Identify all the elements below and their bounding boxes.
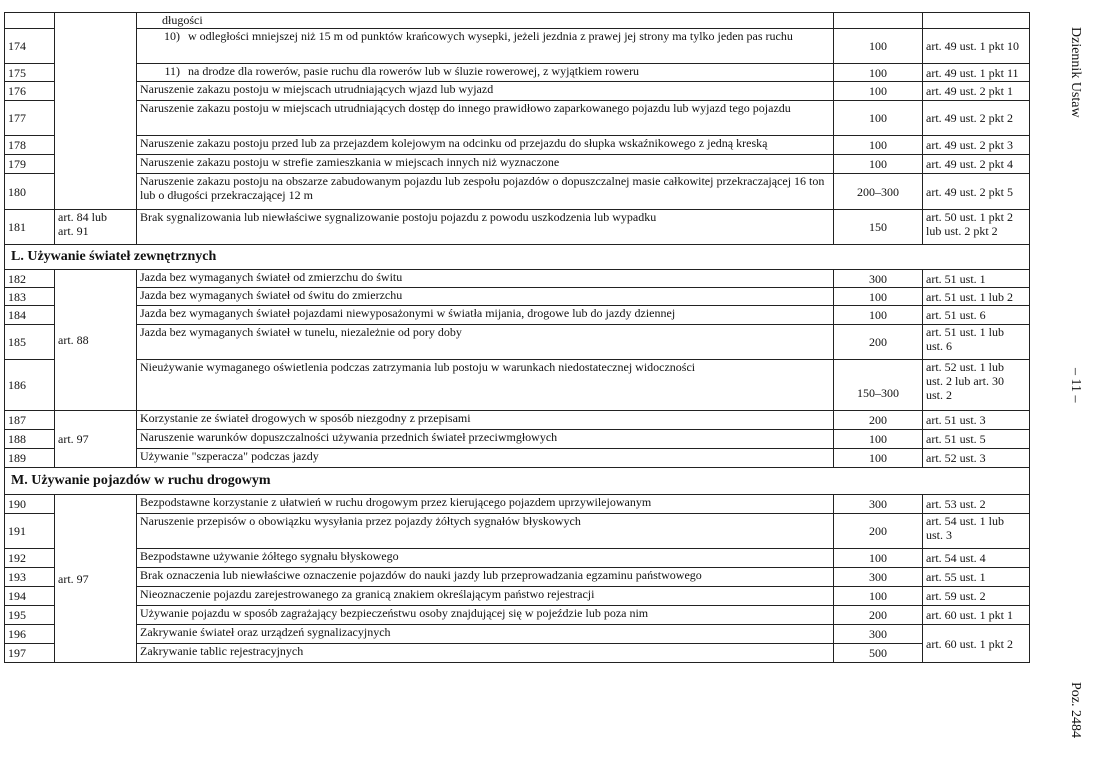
fines-table: [4, 12, 1030, 663]
description-cell: Naruszenie zakazu postoju w miejscach utrudniających dostęp do innego prawidłowo zaparkowanego pojazdu lub wyjazd tego pojazdu: [137, 101, 834, 136]
description-cell: Jazda bez wymaganych świateł od zmierzchu do świtu: [137, 270, 834, 288]
lp-cell: 185: [5, 325, 55, 360]
amount-cell: 100: [834, 101, 923, 136]
lp-cell: 181: [5, 210, 55, 245]
amount-cell: 200: [834, 411, 923, 430]
reference-line: art. 50 ust. 1 pkt 2: [926, 210, 1013, 224]
amount-cell: 100: [834, 306, 923, 325]
amount-cell: 500: [834, 644, 923, 663]
reference-line: art. 52 ust. 1 lub: [926, 360, 1004, 374]
table-row: [5, 29, 1030, 64]
reference-line: lub ust. 2 pkt 2: [926, 224, 998, 238]
table-row: [5, 549, 1030, 568]
lp-cell: 183: [5, 288, 55, 306]
amount-cell: 200–300: [834, 174, 923, 210]
section-row: [5, 245, 1030, 270]
continuation-text: długości: [162, 13, 203, 27]
description-cell: [137, 13, 834, 29]
reference-cell: art. 49 ust. 1 pkt 11: [923, 64, 1030, 82]
table-row: [5, 360, 1030, 411]
description-cell: Zakrywanie świateł oraz urządzeń sygnalizacyjnych: [137, 625, 834, 644]
description-cell: Nieużywanie wymaganego oświetlenia podczas zatrzymania lub postoju w warunkach niedostatecznej widoczności: [137, 360, 834, 411]
page-number: [1060, 330, 1090, 440]
table-row: [5, 449, 1030, 468]
journal-title: [1060, 12, 1090, 132]
table-row: [5, 430, 1030, 449]
table-row: [5, 270, 1030, 288]
lp-cell: 188: [5, 430, 55, 449]
reference-cell: art. 49 ust. 2 pkt 2: [923, 101, 1030, 136]
lp-cell: 191: [5, 514, 55, 549]
table-row: [5, 136, 1030, 155]
description-cell: Nieoznaczenie pojazdu zarejestrowanego za granicą znakiem określającym państwo rejestracji: [137, 587, 834, 606]
reference-line: art. 51 ust. 1 lub: [926, 325, 1004, 339]
table-row: [5, 411, 1030, 430]
lp-cell: 196: [5, 625, 55, 644]
reference-cell: art. 52 ust. 3: [923, 449, 1030, 468]
legal-basis-cell: art. 88: [55, 270, 137, 411]
amount-cell: 300: [834, 270, 923, 288]
reference-cell: [923, 325, 1030, 360]
lp-cell: 184: [5, 306, 55, 325]
amount-cell: 200: [834, 325, 923, 360]
description-cell: Jazda bez wymaganych świateł pojazdami niewyposażonymi w światła mijania, drogowe lub do jazdy dziennej: [137, 306, 834, 325]
reference-cell: art. 49 ust. 2 pkt 5: [923, 174, 1030, 210]
table-row: [5, 155, 1030, 174]
journal-title-text: Dziennik Ustaw: [1068, 26, 1083, 118]
legal-basis-cell: [55, 13, 137, 210]
amount-cell: 100: [834, 587, 923, 606]
sub-item-marker: 11): [164, 64, 180, 78]
table-row: [5, 306, 1030, 325]
reference-cell: art. 51 ust. 3: [923, 411, 1030, 430]
description-cell: [137, 64, 834, 82]
reference-cell: art. 55 ust. 1: [923, 568, 1030, 587]
lp-cell: 180: [5, 174, 55, 210]
reference-cell: art. 60 ust. 1 pkt 2: [923, 625, 1030, 663]
position-number: [1060, 660, 1090, 760]
legal-basis-cell: [55, 210, 137, 245]
reference-cell: art. 49 ust. 2 pkt 1: [923, 82, 1030, 101]
description-cell: Używanie pojazdu w sposób zagrażający bezpieczeństwu osoby znajdującej się w pojeździe lub poza nim: [137, 606, 834, 625]
description-cell: Naruszenie warunków dopuszczalności używania przednich świateł przeciwmgłowych: [137, 430, 834, 449]
sub-item-marker: 10): [164, 29, 180, 43]
legal-basis-cell: art. 97: [55, 411, 137, 468]
table-row: [5, 644, 1030, 663]
legal-basis-cell: art. 97: [55, 495, 137, 663]
reference-cell: art. 51 ust. 1: [923, 270, 1030, 288]
reference-line: ust. 2 lub art. 30: [926, 374, 1004, 388]
reference-line: ust. 3: [926, 528, 953, 542]
description-cell: Naruszenie przepisów o obowiązku wysyłania przez pojazdy żółtych sygnałów błyskowych: [137, 514, 834, 549]
lp-cell: [5, 13, 55, 29]
amount-cell: 100: [834, 549, 923, 568]
reference-cell: [923, 360, 1030, 411]
table-row: [5, 606, 1030, 625]
description-cell: Bezpodstawne używanie żółtego sygnału błyskowego: [137, 549, 834, 568]
description-cell: Używanie "szperacza" podczas jazdy: [137, 449, 834, 468]
reference-cell: art. 49 ust. 2 pkt 4: [923, 155, 1030, 174]
lp-cell: 186: [5, 360, 55, 411]
table-row: [5, 288, 1030, 306]
reference-cell: [923, 514, 1030, 549]
amount-cell: 100: [834, 155, 923, 174]
lp-cell: 190: [5, 495, 55, 514]
sub-item-text: na drodze dla rowerów, pasie ruchu dla rowerów lub w śluzie rowerowej, z wyjątkiem roweru: [188, 64, 640, 78]
section-row: [5, 468, 1030, 495]
amount-cell: 300: [834, 568, 923, 587]
description-cell: Bezpodstawne korzystanie z ułatwień w ruchu drogowym przez kierującego pojazdem uprzywilejowanym: [137, 495, 834, 514]
page-number-text: – 11 –: [1068, 367, 1083, 403]
amount-cell: 100: [834, 288, 923, 306]
amount-cell: 100: [834, 136, 923, 155]
description-cell: Naruszenie zakazu postoju na obszarze zabudowanym pojazdu lub zespołu pojazdów o dopuszczalnej masie całkowitej przekraczającej 16 ton lub o długości przekraczającej 12 m: [137, 174, 834, 210]
legal-basis-line: art. 91: [58, 224, 89, 238]
lp-cell: 174: [5, 29, 55, 64]
amount-cell: 150–300: [834, 360, 923, 411]
description-cell: [137, 29, 834, 64]
table-row: [5, 64, 1030, 82]
reference-cell: art. 51 ust. 6: [923, 306, 1030, 325]
description-cell: Zakrywanie tablic rejestracyjnych: [137, 644, 834, 663]
lp-cell: 187: [5, 411, 55, 430]
table-row: [5, 174, 1030, 210]
description-cell: Naruszenie zakazu postoju w strefie zamieszkania w miejscach innych niż wyznaczone: [137, 155, 834, 174]
amount-cell: 100: [834, 82, 923, 101]
amount-cell: 200: [834, 606, 923, 625]
lp-cell: 177: [5, 101, 55, 136]
table-row: [5, 325, 1030, 360]
table-row: [5, 625, 1030, 644]
section-heading-l: L. Używanie świateł zewnętrznych: [5, 245, 1030, 270]
lp-cell: 175: [5, 64, 55, 82]
table-row: [5, 568, 1030, 587]
description-cell: Brak sygnalizowania lub niewłaściwe sygnalizowanie postoju pojazdu z powodu uszkodzenia lub wypadku: [137, 210, 834, 245]
table-row: [5, 495, 1030, 514]
description-cell: Korzystanie ze świateł drogowych w sposób niezgodny z przepisami: [137, 411, 834, 430]
lp-cell: 176: [5, 82, 55, 101]
lp-cell: 197: [5, 644, 55, 663]
description-cell: Jazda bez wymaganych świateł od świtu do zmierzchu: [137, 288, 834, 306]
table-row: [5, 82, 1030, 101]
amount-cell: 100: [834, 29, 923, 64]
reference-cell: [923, 210, 1030, 245]
table-row: [5, 514, 1030, 549]
amount-cell: 200: [834, 514, 923, 549]
reference-cell: art. 51 ust. 5: [923, 430, 1030, 449]
section-heading-m: M. Używanie pojazdów w ruchu drogowym: [5, 468, 1030, 495]
reference-cell: art. 59 ust. 2: [923, 587, 1030, 606]
amount-cell: 150: [834, 210, 923, 245]
reference-cell: art. 54 ust. 4: [923, 549, 1030, 568]
position-number-text: Poz. 2484: [1068, 682, 1083, 738]
reference-cell: art. 60 ust. 1 pkt 1: [923, 606, 1030, 625]
reference-cell: [923, 13, 1030, 29]
table-row: [5, 587, 1030, 606]
reference-cell: art. 49 ust. 2 pkt 3: [923, 136, 1030, 155]
amount-cell: 100: [834, 430, 923, 449]
reference-line: ust. 6: [926, 339, 953, 353]
table-row: [5, 13, 1030, 29]
reference-cell: art. 49 ust. 1 pkt 10: [923, 29, 1030, 64]
reference-cell: art. 51 ust. 1 lub 2: [923, 288, 1030, 306]
reference-cell: art. 53 ust. 2: [923, 495, 1030, 514]
description-cell: Naruszenie zakazu postoju przed lub za przejazdem kolejowym na odcinku od przejazdu do słupka wskaźnikowego z jedną kreską: [137, 136, 834, 155]
lp-cell: 189: [5, 449, 55, 468]
lp-cell: 192: [5, 549, 55, 568]
table-row: [5, 101, 1030, 136]
description-cell: Brak oznaczenia lub niewłaściwe oznaczenie pojazdów do nauki jazdy lub przeprowadzania egzaminu państwowego: [137, 568, 834, 587]
sub-item-text: w odległości mniejszej niż 15 m od punktów krańcowych wysepki, jeżeli jezdnia z prawej jej strony ma tylko jeden pas ruchu: [188, 29, 793, 43]
amount-cell: [834, 13, 923, 29]
lp-cell: 195: [5, 606, 55, 625]
lp-cell: 193: [5, 568, 55, 587]
amount-cell: 100: [834, 64, 923, 82]
legal-basis-line: art. 84 lub: [58, 210, 107, 224]
description-cell: Jazda bez wymaganych świateł w tunelu, niezależnie od pory doby: [137, 325, 834, 360]
lp-cell: 182: [5, 270, 55, 288]
amount-cell: 300: [834, 495, 923, 514]
amount-cell: 300: [834, 625, 923, 644]
lp-cell: 179: [5, 155, 55, 174]
lp-cell: 194: [5, 587, 55, 606]
description-cell: Naruszenie zakazu postoju w miejscach utrudniających wjazd lub wyjazd: [137, 82, 834, 101]
table-row: [5, 210, 1030, 245]
lp-cell: 178: [5, 136, 55, 155]
reference-line: ust. 2: [926, 388, 953, 402]
reference-line: art. 54 ust. 1 lub: [926, 514, 1004, 528]
amount-cell: 100: [834, 449, 923, 468]
